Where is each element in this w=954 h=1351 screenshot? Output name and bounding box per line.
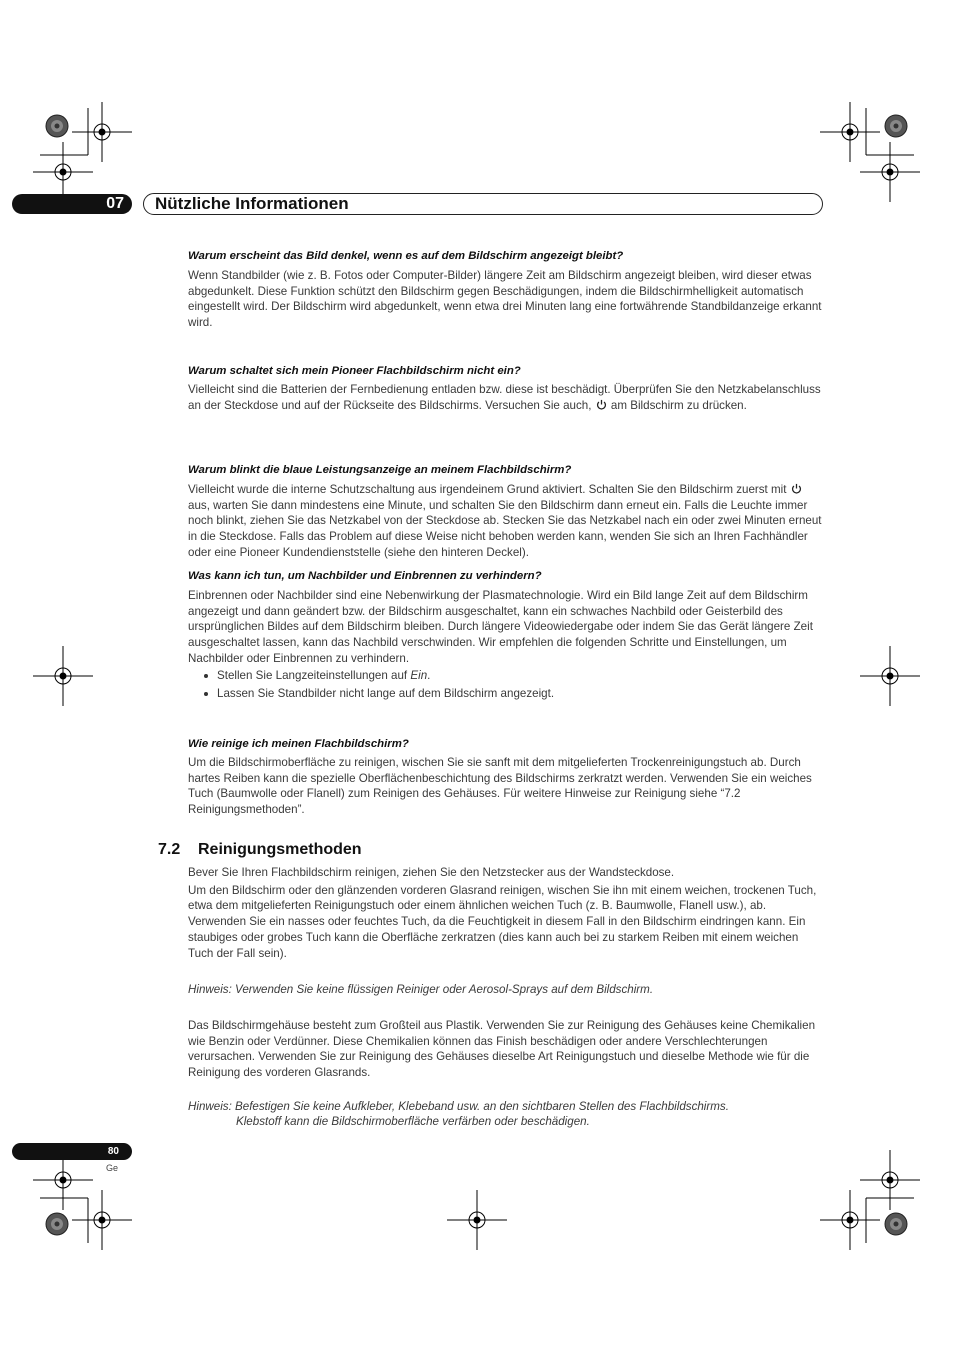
- faq-question: Warum erscheint das Bild denkel, wenn es auf dem Bildschirm angezeigt bleibt?: [188, 250, 624, 262]
- note-continuation: Klebstoff kann die Bildschirmoberfläche verfärben oder beschädigen.: [236, 1115, 590, 1129]
- registration-mark: [820, 102, 880, 162]
- list-item: Lassen Sie Standbilder nicht lange auf dem Bildschirm angezeigt.: [188, 685, 822, 703]
- note: Hinweis: Befestigen Sie keine Aufkleber, Klebeband usw. an den sichtbaren Stellen des Flachbildschirms.: [188, 1099, 729, 1113]
- registration-mark: [860, 646, 920, 706]
- page-number: 80: [107, 1146, 119, 1157]
- registration-mark: [820, 1190, 880, 1250]
- list-item: [188, 667, 822, 685]
- page-number-badge: [12, 1143, 132, 1160]
- section-title: Reinigungsmethoden: [198, 841, 362, 858]
- registration-mark: [72, 1190, 132, 1250]
- language-code: Ge: [106, 1163, 119, 1173]
- color-rosette: [46, 1213, 68, 1235]
- registration-mark: [33, 142, 93, 202]
- faq-answer-part: am Bildschirm zu drücken.: [610, 398, 747, 412]
- chapter-title-bar: [143, 193, 823, 215]
- faq-item: [188, 463, 822, 561]
- power-icon: [791, 483, 802, 494]
- faq-answer: Wenn Standbilder (wie z. B. Fotos oder Computer-Bilder) längere Zeit am Bildschirm angezeigt bleiben, wird dieser etwas abgedunkelt. Diese Funktion schützt den Bildschirm gegen Beschädigungen, indem die Bildschirmhelligkeit automatisch eingestellt wird. Der Bildschirm wird abgedunkelt, wenn etwa drei Minuten lang eine fortwährende Standbildanzeige erkannt wird.: [188, 269, 822, 330]
- registration-mark: [860, 1150, 920, 1210]
- chapter-title: Nützliche Informationen: [155, 194, 349, 213]
- section-body: [188, 865, 822, 1130]
- registration-mark: [860, 142, 920, 202]
- list-item-text: Stellen Sie Langzeiteinstellungen auf: [217, 668, 408, 682]
- chapter-number: 07: [106, 195, 124, 212]
- section-number: 7.2: [158, 841, 181, 858]
- faq-item: [188, 364, 822, 413]
- chapter-badge: [12, 194, 132, 214]
- faq-answer: Um die Bildschirmoberfläche zu reinigen, wischen Sie sie sanft mit dem mitgelieferten Trockenreinigungstuch ab. Durch hartes Reiben kann die spezielle Oberflächenbeschichtung des Bildschirms zerkratzt werden. Verwenden Sie ein weiches Tuch (Baumwolle oder Flanell) zum Reinigen des Gehäuses. Für weitere Hinweise zur Reinigung siehe “7.2 Reinigungsmethoden”.: [188, 756, 812, 817]
- faq-answer: [188, 382, 822, 413]
- color-rosette: [885, 1213, 907, 1235]
- registration-mark: [33, 646, 93, 706]
- section-heading: [158, 840, 362, 860]
- registration-mark: [447, 1190, 507, 1250]
- paragraph: Um den Bildschirm oder den glänzenden vorderen Glasrand reinigen, wischen Sie ihn mit einem weichen, trockenen Tuch, etwa dem mitgelieferten Reinigungstuch oder einem ähnlichen weichen Tuch (z. B. Baumwolle, Flanell usw.), ab. Verwenden Sie ein nasses oder feuchtes Tuch, da die Feuchtigkeit in diesem Fall in den Bildschirm eindringen kann. Ein staubiges oder grobes Tuch kann die Oberfläche zerkratzen (dies kann auch bei zu starkem Reiben mit einem weichen Tuch der Fall sein).: [188, 883, 817, 960]
- power-icon: [596, 399, 607, 410]
- faq-item: [188, 737, 822, 818]
- paragraph: Das Bildschirmgehäuse besteht zum Großteil aus Plastik. Verwenden Sie zur Reinigung des Gehäuses keine Chemikalien wie Benzin oder Verdünner. Diese Chemikalien können das Finish beschädigen oder andere Verschlechterungen verursachen. Verwenden Sie zur Reinigung des Gehäuses dieselbe Art Reinigungstuch und dieselbe Methode wie für die Reinigung des vorderen Glasrands.: [188, 1018, 816, 1080]
- color-rosette: [46, 115, 68, 137]
- color-rosette: [885, 115, 907, 137]
- note: Hinweis: Verwenden Sie keine flüssigen Reiniger oder Aerosol-Sprays auf dem Bildschirm.: [188, 983, 654, 997]
- faq-item: [188, 569, 822, 703]
- faq-question: Was kann ich tun, um Nachbilder und Einbrennen zu verhindern?: [188, 570, 542, 582]
- paragraph: Bever Sie Ihren Flachbildschirm reinigen, ziehen Sie den Netzstecker aus der Wandsteckdose.: [188, 866, 675, 879]
- faq-answer-part: Vielleicht wurde die interne Schutzschaltung aus irgendeinem Grund aktiviert. Schalten Sie den Bildschirm zuerst mit: [188, 483, 787, 496]
- setting-value: Ein: [410, 668, 428, 682]
- faq-item: [188, 249, 822, 331]
- faq-question: Warum schaltet sich mein Pioneer Flachbildschirm nicht ein?: [188, 365, 521, 377]
- faq-question: Wie reinige ich meinen Flachbildschirm?: [188, 738, 409, 750]
- faq-answer-part: aus, warten Sie dann mindestens eine Minute, und schalten Sie den Bildschirm dann erneut ein. Falls die Leuchte immer noch blinkt, ziehen Sie das Netzkabel von der Steckdose ab. Stecken Sie das Netzkabel nach ein oder zwei Minuten erneut in die Steckdose. Falls das Problem auf diese Weise nicht behoben werden kann, wenden Sie sich an Ihren Fachhändler oder eine Pioneer Kundendienststelle (siehe den hinteren Deckel).: [188, 498, 822, 559]
- list-item-end: .: [427, 668, 431, 682]
- tips-list: [188, 667, 822, 703]
- faq-answer: [188, 482, 822, 561]
- faq-question: Warum blinkt die blaue Leistungsanzeige an meinem Flachbildschirm?: [188, 464, 572, 476]
- faq-answer: Einbrennen oder Nachbilder sind eine Nebenwirkung der Plasmatechnologie. Wird ein Bild lange Zeit auf dem Bildschirm angezeigt und dann geändert bzw. der Bildschirm ausgeschaltet, kann ein schwaches Nachbild oder Geisterbild des ursprünglichen Bildes auf dem Bildschirm bleiben. Durch längere Videowiedergabe oder indem Sie das Gerät längere Zeit ausgeschaltet lassen, kann das Nachbild verschwinden. Wir empfehlen die folgenden Schritte und Einstellungen, um Nachbilder oder Einbrennen zu verhindern.: [188, 589, 813, 665]
- faq-answer-part: Vielleicht sind die Batterien der Fernbedienung entladen bzw. diese ist beschädigt. Überprüfen Sie den Netzkabelanschluss an der Steckdose und auf der Rückseite des Bildschirms. Versuchen Sie auch,: [188, 383, 821, 412]
- registration-mark: [72, 102, 132, 162]
